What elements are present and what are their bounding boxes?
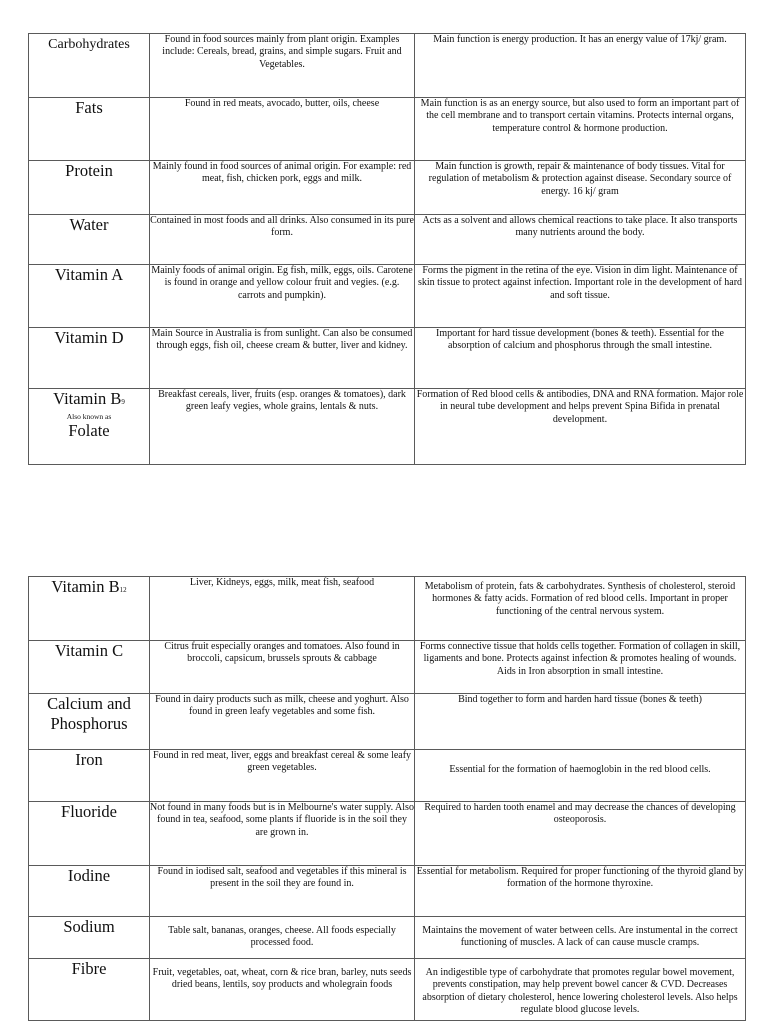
table-row xyxy=(29,389,746,465)
food-sources: Mainly found in food sources of animal origin. For example: red meat, fish, chicken pork, eggs and milk. xyxy=(150,161,415,215)
table-row xyxy=(29,98,746,161)
food-sources: Contained in most foods and all drinks. Also consumed in its pure form. xyxy=(150,215,415,265)
nutrient-function: Forms the pigment in the retina of the eye. Vision in dim light. Maintenance of skin tissue to protect against infection. Important role in the development of hard and soft tissue. xyxy=(415,265,746,328)
nutrient-function: Acts as a solvent and allows chemical reactions to take place. It also transports many nutrients around the body. xyxy=(415,215,746,265)
nutrient-function: Essential for the formation of haemoglobin in the red blood cells. xyxy=(415,750,746,802)
table-row xyxy=(29,959,746,1021)
table-row xyxy=(29,34,746,98)
also-known-as: Also known as xyxy=(66,412,112,421)
nutrient-name: Fibre xyxy=(29,959,150,1021)
food-sources: Found in red meats, avocado, butter, oils, cheese xyxy=(150,98,415,161)
nutrient-function: Main function is growth, repair & maintenance of body tissues. Vital for regulation of metabolism & protection against disease. Secondary source of energy. 16 kj/ gram xyxy=(415,161,746,215)
nutrient-name: Water xyxy=(29,215,150,265)
nutrient-function: An indigestible type of carbohydrate that promotes regular bowel movement, prevents constipation, may help prevent bowel cancer & CVD. Decreases absorption of dietary cholesterol, hence lowering cholesterol levels. Also helps regulate blood glucose levels. xyxy=(415,959,746,1021)
nutrient-name: Sodium xyxy=(29,917,150,959)
nutrient-table-2 xyxy=(28,576,746,1021)
table-row xyxy=(29,802,746,866)
nutrient-function: Required to harden tooth enamel and may decrease the chances of developing osteoporosis. xyxy=(415,802,746,866)
food-sources: Found in iodised salt, seafood and vegetables if this mineral is present in the soil they are found in. xyxy=(150,866,415,917)
nutrient-name: Protein xyxy=(29,161,150,215)
nutrient-function: Main function is energy production. It has an energy value of 17kj/ gram. xyxy=(415,34,746,98)
nutrient-name: Vitamin D xyxy=(29,328,150,389)
table-row xyxy=(29,161,746,215)
table-row xyxy=(29,577,746,641)
table-row xyxy=(29,750,746,802)
nutrient-name: Vitamin B12 xyxy=(29,577,150,641)
nutrient-function: Essential for metabolism. Required for proper functioning of the thyroid gland by formation of the hormone thyroxine. xyxy=(415,866,746,917)
food-sources: Not found in many foods but is in Melbourne's water supply. Also found in tea, seafood, some plants if fluoride is in the soil they are grown in. xyxy=(150,802,415,866)
alternate-name: Folate xyxy=(68,421,110,440)
nutrient-function: Main function is as an energy source, but also used to form an important part of the cell membrane and to transport certain vitamins. Protects internal organs, temperature control & hormone production. xyxy=(415,98,746,161)
food-sources: Breakfast cereals, liver, fruits (esp. oranges & tomatoes), dark green leafy vegies, whole grains, lentals & nuts. xyxy=(150,389,415,465)
food-sources: Found in food sources mainly from plant origin. Examples include: Cereals, bread, grains, and simple sugars. Fruit and Vegetables. xyxy=(150,34,415,98)
nutrient-function: Bind together to form and harden hard tissue (bones & teeth) xyxy=(415,694,746,750)
food-sources: Found in red meat, liver, eggs and breakfast cereal & some leafy green vegetables. xyxy=(150,750,415,802)
name-subscript: 12 xyxy=(119,586,127,594)
nutrient-table-1 xyxy=(28,33,746,465)
nutrient-name: Carbohydrates xyxy=(29,34,150,98)
food-sources: Fruit, vegetables, oat, wheat, corn & rice bran, barley, nuts seeds dried beans, lentils, soy products and wholegrain foods xyxy=(150,959,415,1021)
table-row xyxy=(29,265,746,328)
nutrient-function: Formation of Red blood cells & antibodies, DNA and RNA formation. Major role in neural tube development and helps prevent Spina Bifida in prenatal development. xyxy=(415,389,746,465)
table-row xyxy=(29,694,746,750)
nutrient-function: Forms connective tissue that holds cells together. Formation of collagen in skill, ligaments and bone. Protects against infection & promotes healing of wounds. Aids in Iron absorption in small intestine. xyxy=(415,641,746,694)
nutrient-function: Important for hard tissue development (bones & teeth). Essential for the absorption of calcium and phosphorus through the small intestine. xyxy=(415,328,746,389)
nutrient-name: Iodine xyxy=(29,866,150,917)
food-sources: Table salt, bananas, oranges, cheese. All foods especially processed food. xyxy=(150,917,415,959)
table-row xyxy=(29,641,746,694)
nutrient-name: Fats xyxy=(29,98,150,161)
nutrient-name: Fluoride xyxy=(29,802,150,866)
food-sources: Mainly foods of animal origin. Eg fish, milk, eggs, oils. Carotene is found in orange and yellow colour fruit and vegies. (e.g. carrots and pumpkin). xyxy=(150,265,415,328)
nutrient-name: Iron xyxy=(29,750,150,802)
table-row xyxy=(29,866,746,917)
name-subscript: 9 xyxy=(121,398,125,406)
nutrient-name: Vitamin C xyxy=(29,641,150,694)
table-row xyxy=(29,328,746,389)
food-sources: Citrus fruit especially oranges and tomatoes. Also found in broccoli, capsicum, brussels sprouts & cabbage xyxy=(150,641,415,694)
nutrient-name: Vitamin B9 Also known as Folate xyxy=(29,389,150,465)
table-row xyxy=(29,917,746,959)
food-sources: Found in dairy products such as milk, cheese and yoghurt. Also found in green leafy vegetables and some fish. xyxy=(150,694,415,750)
nutrient-name: Vitamin A xyxy=(29,265,150,328)
table-row xyxy=(29,215,746,265)
nutrient-function: Maintains the movement of water between cells. Are instumental in the correct functioning of muscles. A lack of can cause muscle cramps. xyxy=(415,917,746,959)
food-sources: Main Source in Australia is from sunlight. Can also be consumed through eggs, fish oil, cheese cream & butter, liver and kidney. xyxy=(150,328,415,389)
nutrient-name: Calcium and Phosphorus xyxy=(29,694,150,750)
food-sources: Liver, Kidneys, eggs, milk, meat fish, seafood xyxy=(150,577,415,641)
nutrient-function: Metabolism of protein, fats & carbohydrates. Synthesis of cholesterol, steroid hormones & fatty acids. Formation of red blood cells. Important in proper functioning of the central nervous system. xyxy=(415,577,746,641)
